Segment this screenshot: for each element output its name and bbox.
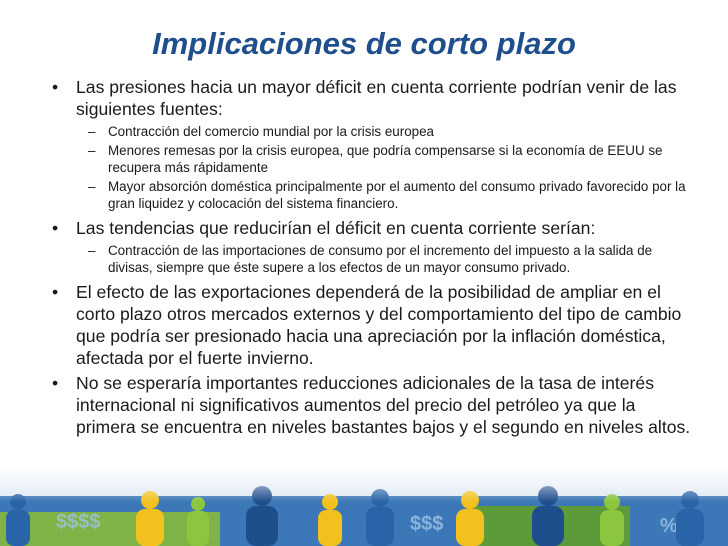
bullet-icon: •: [52, 218, 59, 238]
sub-bullet-text: Mayor absorción doméstica principalmente por el aumento del consumo privado favorecido por la gran liquidez y colocación del sistema financiero.: [108, 179, 686, 211]
dash-icon: –: [88, 124, 96, 139]
sub-bullet-text: Contracción del comercio mundial por la crisis europea: [108, 124, 434, 139]
bullet-icon: •: [52, 282, 59, 302]
bullet-item: [48, 281, 698, 369]
slide-title: Implicaciones de corto plazo: [152, 26, 576, 61]
bullet-text: Las tendencias que reducirían el déficit en cuenta corriente serían:: [76, 218, 596, 238]
bullet-icon: •: [52, 373, 59, 393]
dash-icon: –: [88, 143, 96, 158]
bullet-icon: •: [52, 77, 59, 97]
people-banner-icon: [0, 466, 728, 546]
sub-bullet-text: Menores remesas por la crisis europea, que podría compensarse si la economía de EEUU se recupera más rápidamente: [108, 143, 663, 175]
bullet-item: [48, 217, 698, 239]
sub-bullet-text: Contracción de las importaciones de consumo por el incremento del impuesto a la salida de divisas, siempre que éste supere a los efectos de un mayor consumo privado.: [108, 243, 653, 275]
dash-icon: –: [88, 179, 96, 194]
bullet-text: Las presiones hacia un mayor déficit en cuenta corriente podrían venir de las siguientes fuentes:: [76, 77, 677, 119]
bullet-text: No se esperaría importantes reducciones adicionales de la tasa de interés internacional ni significativos aumentos del precio del petróleo ya que la primera se encuentra en niveles bastantes bajos y el segundo en niveles altos.: [76, 373, 691, 437]
sub-bullet-item: [48, 178, 698, 212]
sub-bullet-item: [48, 123, 698, 140]
dash-icon: –: [88, 243, 96, 258]
sub-bullet-item: [48, 242, 698, 276]
slide-content: [48, 76, 698, 441]
bullet-item: [48, 372, 698, 438]
sub-bullet-item: [48, 142, 698, 176]
bullet-text: El efecto de las exportaciones dependerá de la posibilidad de ampliar en el corto plazo otros mercados externos y del comportamiento del tipo de cambio que podría ser presionado hacia una apreciación por la inflación doméstica, afectada por el fuerte invierno.: [76, 282, 682, 368]
bullet-item: [48, 76, 698, 120]
footer-banner: [0, 466, 728, 546]
